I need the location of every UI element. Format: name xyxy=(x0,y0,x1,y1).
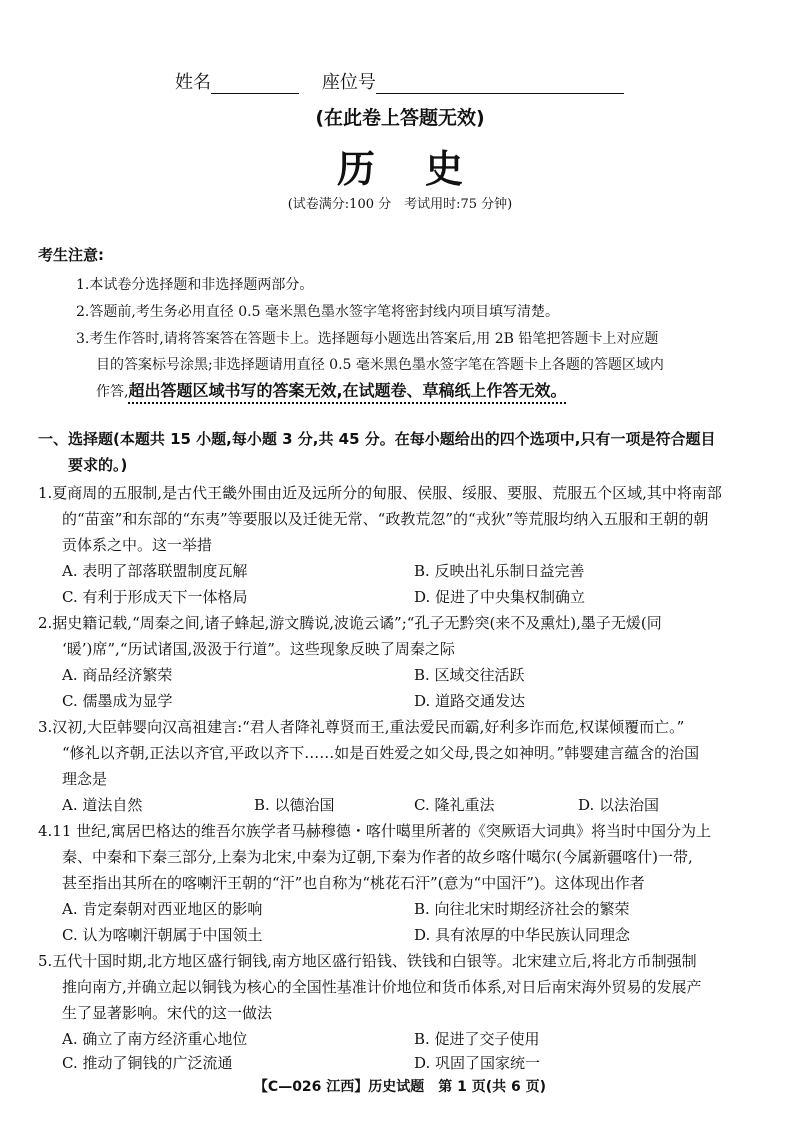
exam-meta: (试卷满分:100 分 考试用时:75 分钟) xyxy=(287,197,513,212)
option-c[interactable]: C. 有利于形成天下一体格局 xyxy=(62,588,248,606)
option-b[interactable]: B. 区域交往活跃 xyxy=(414,666,525,684)
notice-item: 1.本试卷分选择题和非选择题两部分。 xyxy=(76,277,314,293)
option-d[interactable]: D. 巩固了国家统一 xyxy=(414,1054,541,1072)
question-4-line: 秦、中秦和下秦三部分,上秦为北宋,中秦为辽朝,下秦为作者的故乡喀什噶尔(今属新疆喀什)一带, xyxy=(62,848,693,866)
option-c[interactable]: C. 认为喀喇汗朝属于中国领土 xyxy=(62,926,263,944)
option-a[interactable]: A. 确立了南方经济重心地位 xyxy=(62,1030,248,1048)
page-footer: 【C—026 江西】历史试题 第 1 页(共 6 页) xyxy=(253,1079,547,1095)
question-3-line: 3.汉初,大臣韩婴向汉高祖建言:“君人者降礼尊贤而王,重法爱民而霸,好利多诈而危,权谋倾覆而亡。” xyxy=(38,718,685,736)
notice-item xyxy=(96,378,567,401)
question-5-line: 推向南方,并确立起以铜钱为核心的全国性基准计价地位和货币体系,对日后南宋海外贸易的发展产 xyxy=(62,978,702,996)
option-d[interactable]: D. 以法治国 xyxy=(578,796,660,814)
option-a[interactable]: A. 商品经济繁荣 xyxy=(62,666,173,684)
name-blank[interactable] xyxy=(211,75,299,94)
question-1-line: 贡体系之中。这一举措 xyxy=(62,536,213,554)
option-d[interactable]: D. 具有浓厚的中华民族认同理念 xyxy=(414,926,631,944)
question-2-line: 2.据史籍记载,“周秦之间,诸子蜂起,游文腾说,波诡云谲”;“孔子无黔突(来不及熏灶),墨子无煖(同 xyxy=(38,614,662,632)
option-d[interactable]: D. 促进了中央集权制确立 xyxy=(414,588,586,606)
notice-item: 3.考生作答时,请将答案答在答题卡上。选择题每小题选出答案后,用 2B 铅笔把答题卡上对应题 xyxy=(76,331,659,347)
seat-blank[interactable] xyxy=(376,75,624,94)
option-c[interactable]: C. 推动了铜钱的广泛流通 xyxy=(62,1054,233,1072)
name-seat-row xyxy=(175,68,624,94)
notice-item-prefix: 作答, xyxy=(96,384,129,400)
option-d[interactable]: D. 道路交通发达 xyxy=(414,692,526,710)
option-b[interactable]: B. 向往北宋时期经济社会的繁荣 xyxy=(414,900,630,918)
page-title: 历史 xyxy=(336,146,513,191)
notice-emphasis: 超出答题区域书写的答案无效,在试题卷、草稿纸上作答无效。 xyxy=(128,381,567,400)
option-a[interactable]: A. 表明了部落联盟制度瓦解 xyxy=(62,562,248,580)
question-5-line: 生了显著影响。宋代的这一做法 xyxy=(62,1004,273,1022)
invalid-notice: (在此卷上答题无效) xyxy=(315,107,485,129)
option-b[interactable]: B. 以德治国 xyxy=(254,796,335,814)
notice-item: 目的答案标号涂黑;非选择题请用直径 0.5 毫米黑色墨水签字笔在答题卡上各题的答题区域内 xyxy=(96,357,664,373)
question-5-line: 5.五代十国时期,北方地区盛行铜钱,南方地区盛行铅钱、铁钱和白银等。北宋建立后,将北方币制强制 xyxy=(38,952,697,970)
option-c[interactable]: C. 儒墨成为显学 xyxy=(62,692,173,710)
question-3-line: “修礼以齐朝,正法以齐官,平政以齐下……如是百姓爱之如父母,畏之如神明。”韩婴建言蕴含的治国 xyxy=(62,744,700,762)
question-3-line: 理念是 xyxy=(62,770,108,788)
option-a[interactable]: A. 肯定秦朝对西亚地区的影响 xyxy=(62,900,263,918)
option-b[interactable]: B. 促进了交子使用 xyxy=(414,1030,540,1048)
option-c[interactable]: C. 隆礼重法 xyxy=(414,796,495,814)
notice-heading: 考生注意: xyxy=(38,246,104,264)
question-1-line: 的“苗蛮”和东部的“东夷”等要服以及迁徙无常、“政教荒忽”的“戎狄”等荒服均纳入五服和王朝的朝 xyxy=(62,510,709,528)
section-heading-cont: 要求的。) xyxy=(68,456,128,474)
name-label: 姓名 xyxy=(175,72,211,93)
option-b[interactable]: B. 反映出礼乐制日益完善 xyxy=(414,562,585,580)
question-4-line: 4.11 世纪,寓居巴格达的维吾尔族学者马赫穆德・喀什噶里所著的《突厥语大词典》将当时中国分为上 xyxy=(38,822,711,840)
notice-item: 2.答题前,考生务必用直径 0.5 毫米黑色墨水签字笔将密封线内项目填写清楚。 xyxy=(76,304,559,320)
question-1-line: 1.夏商周的五服制,是古代王畿外围由近及远所分的甸服、侯服、绥服、要服、荒服五个区域,其中将南部 xyxy=(38,484,722,502)
seat-label: 座位号 xyxy=(321,72,376,93)
question-4-line: 甚至指出其所在的喀喇汗王朝的“汗”也自称为“桃花石汗”(意为“中国汗”)。这体现出作者 xyxy=(62,874,645,892)
option-a[interactable]: A. 道法自然 xyxy=(62,796,143,814)
question-2-line: ‘暖’)席”,“历试诸国,汲汲于行道”。这些现象反映了周秦之际 xyxy=(62,640,455,658)
section-heading: 一、选择题(本题共 15 小题,每小题 3 分,共 45 分。在每小题给出的四个选项中,只有一项是符合题目 xyxy=(38,430,716,448)
